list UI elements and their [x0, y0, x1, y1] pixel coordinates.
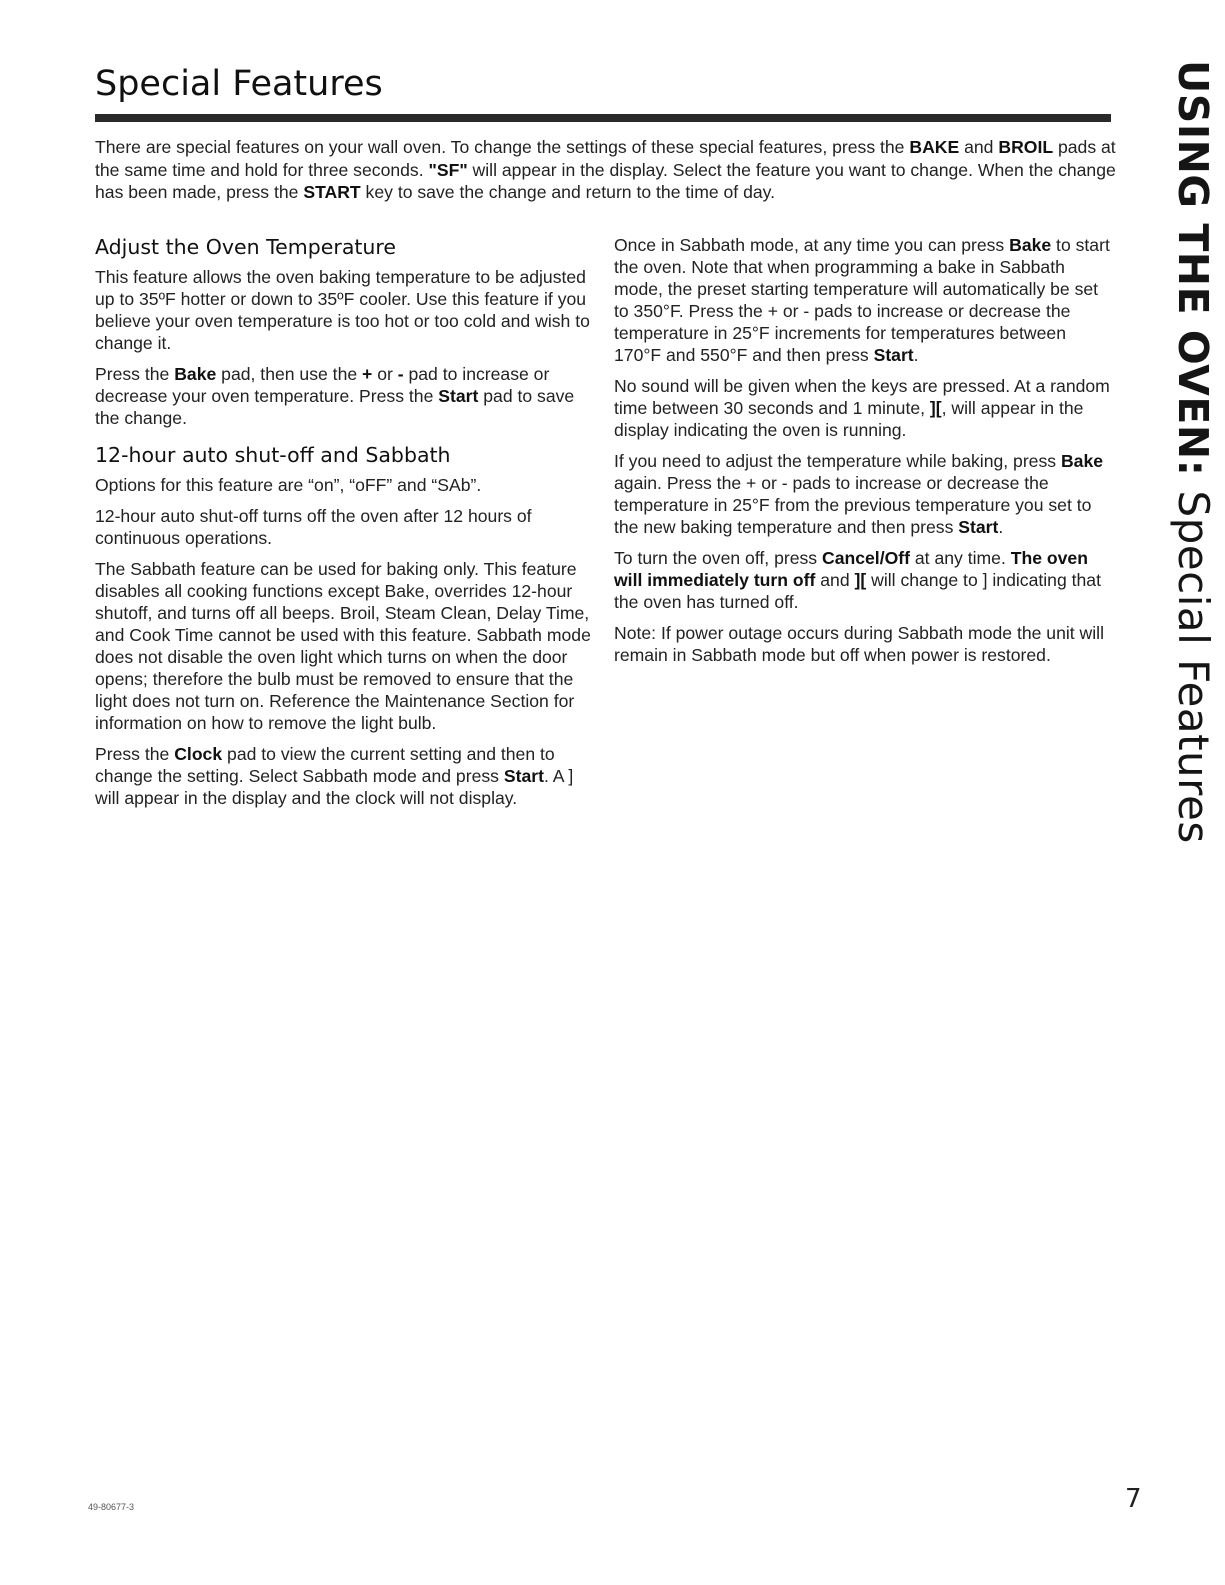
paragraph	[95, 363, 595, 429]
bold-text: Start	[438, 386, 479, 406]
title-rule	[95, 114, 1111, 122]
bold-text: Bake	[174, 364, 217, 384]
intro-text: will appear in the display. Select the feature you want to change. When the change has been made, press the	[95, 159, 1116, 202]
bold-text: ][	[929, 398, 942, 418]
intro-text: and	[959, 137, 999, 157]
bold-text: Bake	[1009, 235, 1052, 255]
intro-text: key to save the change and return to the time of day.	[360, 182, 776, 202]
intro-bold: START	[303, 182, 361, 202]
paragraph	[95, 743, 595, 809]
intro-bold: "SF"	[428, 159, 468, 180]
bold-text: Clock	[174, 744, 223, 764]
bold-text: Start	[873, 345, 914, 365]
paragraph: This feature allows the oven baking temperature to be adjusted up to 35ºF hotter or down to 35ºF cooler. Use this feature if you believe your oven temperature is too hot or too cold and wish to change it.	[95, 267, 590, 353]
intro-paragraph	[95, 136, 1117, 204]
paragraph	[614, 234, 1114, 366]
text: , will appear in the display indicating the oven is running.	[614, 398, 1084, 440]
text: .	[913, 345, 919, 365]
text: at any time.	[910, 548, 1011, 568]
paragraph	[614, 450, 1114, 538]
section-heading-oven-temperature: Adjust the Oven Temperature	[95, 235, 397, 259]
text: and	[815, 570, 855, 590]
text: pad, then use the	[216, 364, 363, 384]
page-title: Special Features	[95, 64, 383, 104]
bold-text: Start	[958, 517, 999, 537]
text: Once in Sabbath mode, at any time you can press	[614, 235, 1010, 255]
paragraph: Options for this feature are “on”, “oFF” and “SAb”.	[95, 475, 482, 495]
text: again. Press the + or - pads to increase or decrease the temperature in 25°F from the previous temperature you set to the new baking temperature and then press	[614, 473, 1092, 537]
bold-text: -	[397, 364, 404, 384]
bold-text: Start	[503, 766, 544, 786]
right-column	[614, 234, 1114, 675]
text: No sound will be given when the keys are pressed. At a random time between 30 seconds and 1 minute,	[614, 376, 1110, 418]
intro-bold: BAKE	[909, 137, 960, 157]
text: . A ] will appear in the display and the clock will not display.	[95, 766, 574, 808]
intro-bold: BROIL	[998, 137, 1054, 157]
text: pad to save the change.	[95, 386, 575, 428]
side-tab-rest: Special Features	[1169, 490, 1218, 844]
text: or	[372, 364, 398, 384]
side-tab-text	[1169, 60, 1218, 844]
paragraph: The Sabbath feature can be used for baking only. This feature disables all cooking functions except Bake, overrides 12-hour shutoff, and turns off all beeps. Broil, Steam Clean, Delay Time, and Cook Time cannot be used with this feature. Sabbath mode does not disable the oven light which turns on when the door opens; therefore the bulb must be removed to ensure that the light does not turn on. Reference the Maintenance Section for information on how to remove the light bulb.	[95, 559, 591, 733]
side-tab-caps: USING THE OVEN:	[1169, 60, 1217, 477]
page-number: 7	[1125, 1484, 1142, 1514]
paragraph	[614, 375, 1114, 441]
side-section-tab	[1168, 60, 1218, 844]
text: Press the	[95, 364, 175, 384]
bold-text: +	[362, 364, 373, 384]
paragraph	[614, 547, 1114, 613]
text: If you need to adjust the temperature while baking, press	[614, 451, 1061, 471]
intro-text: pads at the same time and hold for three seconds.	[95, 137, 1116, 180]
paragraph: 12-hour auto shut-off turns off the oven after 12 hours of continuous operations.	[95, 506, 532, 548]
section-heading-sabbath: 12-hour auto shut-off and Sabbath	[95, 443, 451, 467]
intro-text: There are special features on your wall oven. To change the settings of these special features, press the	[95, 137, 910, 157]
text: will change to ] indicating that the oven has turned off.	[614, 570, 1101, 612]
bold-text: The oven will immediately turn off	[614, 548, 1088, 590]
text: Press the	[95, 744, 175, 764]
text: pad to increase or decrease your oven temperature. Press the	[95, 364, 550, 406]
document-code: 49-80677-3	[88, 1502, 135, 1512]
bold-text: Cancel/Off	[822, 548, 910, 568]
bold-text: Bake	[1060, 451, 1104, 471]
text: to start the oven. Note that when programming a bake in Sabbath mode, the preset starting temperature will automatically be set to 350°F. Press the + or - pads to increase or decrease the temperature in 25°F increments for temperatures between 170°F and 550°F and then press	[614, 235, 1110, 365]
text: .	[998, 517, 1004, 537]
left-column	[95, 234, 595, 818]
paragraph: Note: If power outage occurs during Sabbath mode the unit will remain in Sabbath mode but off when power is restored.	[614, 623, 1104, 665]
text: pad to view the current setting and then to change the setting. Select Sabbath mode and press	[95, 744, 555, 786]
text: To turn the oven off, press	[614, 548, 822, 568]
bold-text: ][	[854, 570, 867, 590]
